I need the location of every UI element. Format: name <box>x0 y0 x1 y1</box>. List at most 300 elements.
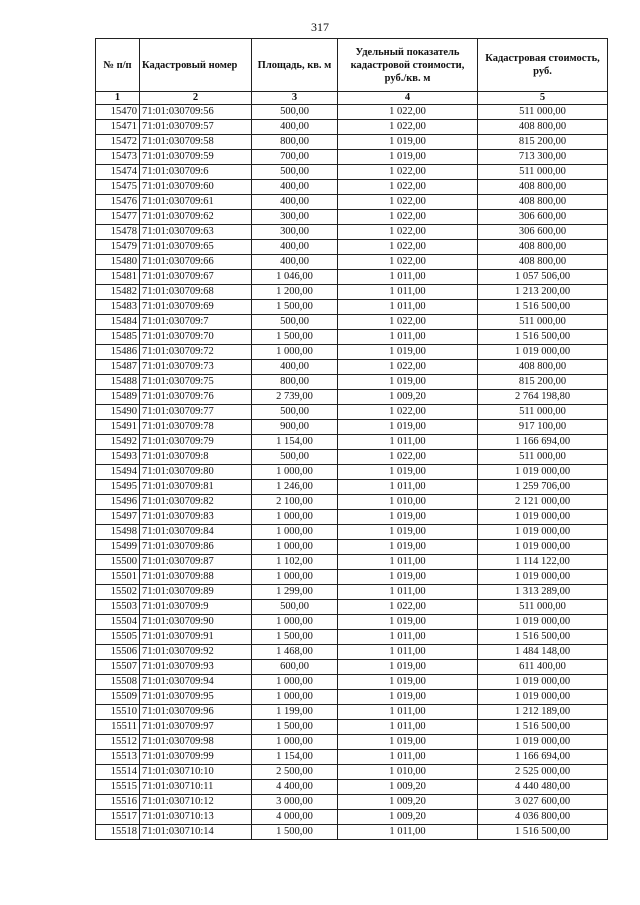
cell-area: 1 199,00 <box>252 705 338 720</box>
cell-area: 600,00 <box>252 660 338 675</box>
cell-unit-value: 1 022,00 <box>338 600 478 615</box>
table-row <box>96 765 608 780</box>
cell-area: 400,00 <box>252 360 338 375</box>
cell-unit-value: 1 022,00 <box>338 225 478 240</box>
cell-cadastral-value: 1 019 000,00 <box>478 735 608 750</box>
table-row <box>96 660 608 675</box>
cell-cadastral-value: 4 440 480,00 <box>478 780 608 795</box>
cell-unit-value: 1 011,00 <box>338 270 478 285</box>
cell-cadastral-number: 71:01:030709:94 <box>140 675 252 690</box>
cell-area: 1 154,00 <box>252 750 338 765</box>
cell-unit-value: 1 022,00 <box>338 360 478 375</box>
cell-unit-value: 1 011,00 <box>338 645 478 660</box>
cell-cadastral-number: 71:01:030709:62 <box>140 210 252 225</box>
table-row <box>96 825 608 840</box>
cell-cadastral-number: 71:01:030709:88 <box>140 570 252 585</box>
cell-cadastral-number: 71:01:030709:77 <box>140 405 252 420</box>
table-row <box>96 720 608 735</box>
table-row <box>96 480 608 495</box>
table-row <box>96 450 608 465</box>
cell-cadastral-value: 408 800,00 <box>478 240 608 255</box>
cell-cadastral-number: 71:01:030709:90 <box>140 615 252 630</box>
cell-unit-value: 1 011,00 <box>338 705 478 720</box>
cell-unit-value: 1 019,00 <box>338 660 478 675</box>
cell-index: 15518 <box>96 825 140 840</box>
cell-cadastral-number: 71:01:030709:60 <box>140 180 252 195</box>
cell-cadastral-number: 71:01:030709:63 <box>140 225 252 240</box>
cell-unit-value: 1 011,00 <box>338 750 478 765</box>
cell-cadastral-value: 306 600,00 <box>478 225 608 240</box>
cell-cadastral-number: 71:01:030709:70 <box>140 330 252 345</box>
header-index: № п/п <box>96 39 140 92</box>
cell-index: 15498 <box>96 525 140 540</box>
cell-area: 1 046,00 <box>252 270 338 285</box>
cell-unit-value: 1 019,00 <box>338 375 478 390</box>
cell-cadastral-value: 2 764 198,80 <box>478 390 608 405</box>
table-row <box>96 735 608 750</box>
cell-unit-value: 1 022,00 <box>338 165 478 180</box>
cell-cadastral-number: 71:01:030709:76 <box>140 390 252 405</box>
cell-index: 15515 <box>96 780 140 795</box>
table-row <box>96 810 608 825</box>
cell-index: 15476 <box>96 195 140 210</box>
table-row <box>96 525 608 540</box>
header-cadastral-number: Кадастровый номер <box>140 39 252 92</box>
cell-area: 4 400,00 <box>252 780 338 795</box>
cell-area: 1 468,00 <box>252 645 338 660</box>
cell-cadastral-number: 71:01:030709:67 <box>140 270 252 285</box>
cell-cadastral-value: 917 100,00 <box>478 420 608 435</box>
cell-index: 15517 <box>96 810 140 825</box>
cell-index: 15482 <box>96 285 140 300</box>
table-row <box>96 225 608 240</box>
cell-index: 15477 <box>96 210 140 225</box>
table-row <box>96 195 608 210</box>
cell-index: 15480 <box>96 255 140 270</box>
table-body <box>96 105 608 840</box>
cell-cadastral-number: 71:01:030709:98 <box>140 735 252 750</box>
cell-cadastral-value: 408 800,00 <box>478 195 608 210</box>
cell-index: 15509 <box>96 690 140 705</box>
cell-area: 1 000,00 <box>252 735 338 750</box>
cell-cadastral-value: 1 019 000,00 <box>478 690 608 705</box>
table-row <box>96 555 608 570</box>
cell-index: 15500 <box>96 555 140 570</box>
table-row <box>96 645 608 660</box>
cell-index: 15478 <box>96 225 140 240</box>
cell-cadastral-value: 1 213 200,00 <box>478 285 608 300</box>
cell-cadastral-number: 71:01:030709:57 <box>140 120 252 135</box>
cell-cadastral-number: 71:01:030709:82 <box>140 495 252 510</box>
cell-cadastral-value: 4 036 800,00 <box>478 810 608 825</box>
cell-cadastral-value: 2 525 000,00 <box>478 765 608 780</box>
cell-index: 15504 <box>96 615 140 630</box>
cell-area: 700,00 <box>252 150 338 165</box>
cell-area: 1 000,00 <box>252 525 338 540</box>
cell-cadastral-value: 306 600,00 <box>478 210 608 225</box>
cell-area: 800,00 <box>252 135 338 150</box>
table-row <box>96 540 608 555</box>
cell-unit-value: 1 011,00 <box>338 285 478 300</box>
cell-area: 3 000,00 <box>252 795 338 810</box>
cell-cadastral-number: 71:01:030709:6 <box>140 165 252 180</box>
cell-index: 15506 <box>96 645 140 660</box>
cell-index: 15485 <box>96 330 140 345</box>
cell-cadastral-value: 511 000,00 <box>478 165 608 180</box>
cell-cadastral-value: 1 212 189,00 <box>478 705 608 720</box>
cell-area: 500,00 <box>252 600 338 615</box>
cell-area: 1 500,00 <box>252 630 338 645</box>
table-row <box>96 270 608 285</box>
cell-unit-value: 1 019,00 <box>338 135 478 150</box>
cell-unit-value: 1 019,00 <box>338 510 478 525</box>
cell-unit-value: 1 019,00 <box>338 690 478 705</box>
cell-index: 15472 <box>96 135 140 150</box>
cell-cadastral-value: 1 019 000,00 <box>478 570 608 585</box>
column-number: 4 <box>338 92 478 105</box>
cell-cadastral-number: 71:01:030709:69 <box>140 300 252 315</box>
column-number: 2 <box>140 92 252 105</box>
cell-cadastral-value: 1 057 506,00 <box>478 270 608 285</box>
cell-area: 1 000,00 <box>252 570 338 585</box>
cell-area: 300,00 <box>252 225 338 240</box>
cell-area: 1 000,00 <box>252 540 338 555</box>
cell-cadastral-value: 1 516 500,00 <box>478 330 608 345</box>
table-row <box>96 150 608 165</box>
cell-cadastral-number: 71:01:030709:84 <box>140 525 252 540</box>
cell-index: 15479 <box>96 240 140 255</box>
table-row <box>96 315 608 330</box>
column-number-row <box>96 92 608 105</box>
cell-index: 15493 <box>96 450 140 465</box>
cell-index: 15514 <box>96 765 140 780</box>
cell-index: 15473 <box>96 150 140 165</box>
table-row <box>96 390 608 405</box>
cell-cadastral-number: 71:01:030710:13 <box>140 810 252 825</box>
cell-cadastral-number: 71:01:030709:91 <box>140 630 252 645</box>
cell-index: 15489 <box>96 390 140 405</box>
cell-area: 2 100,00 <box>252 495 338 510</box>
cell-index: 15497 <box>96 510 140 525</box>
cell-area: 2 739,00 <box>252 390 338 405</box>
cell-area: 1 246,00 <box>252 480 338 495</box>
table-row <box>96 750 608 765</box>
cell-index: 15495 <box>96 480 140 495</box>
cell-cadastral-number: 71:01:030709:66 <box>140 255 252 270</box>
table-row <box>96 375 608 390</box>
table-row <box>96 705 608 720</box>
cell-cadastral-number: 71:01:030709:95 <box>140 690 252 705</box>
cell-cadastral-value: 408 800,00 <box>478 120 608 135</box>
cell-index: 15491 <box>96 420 140 435</box>
table-row <box>96 465 608 480</box>
cell-cadastral-number: 71:01:030709:73 <box>140 360 252 375</box>
cell-area: 1 299,00 <box>252 585 338 600</box>
cell-index: 15487 <box>96 360 140 375</box>
cell-index: 15474 <box>96 165 140 180</box>
cell-area: 1 000,00 <box>252 690 338 705</box>
cell-cadastral-value: 511 000,00 <box>478 405 608 420</box>
cell-index: 15490 <box>96 405 140 420</box>
cell-cadastral-number: 71:01:030710:14 <box>140 825 252 840</box>
cell-cadastral-value: 511 000,00 <box>478 600 608 615</box>
cell-area: 500,00 <box>252 450 338 465</box>
cell-cadastral-number: 71:01:030709:59 <box>140 150 252 165</box>
cell-index: 15503 <box>96 600 140 615</box>
cell-cadastral-value: 1 516 500,00 <box>478 825 608 840</box>
table-row <box>96 135 608 150</box>
cell-cadastral-value: 1 114 122,00 <box>478 555 608 570</box>
cell-unit-value: 1 019,00 <box>338 675 478 690</box>
cell-index: 15481 <box>96 270 140 285</box>
table-row <box>96 615 608 630</box>
column-number: 1 <box>96 92 140 105</box>
cell-index: 15502 <box>96 585 140 600</box>
cell-index: 15486 <box>96 345 140 360</box>
table-row <box>96 330 608 345</box>
table-row <box>96 630 608 645</box>
cell-cadastral-number: 71:01:030709:92 <box>140 645 252 660</box>
table-row <box>96 510 608 525</box>
cell-cadastral-number: 71:01:030709:9 <box>140 600 252 615</box>
header-area: Площадь, кв. м <box>252 39 338 92</box>
cell-area: 2 500,00 <box>252 765 338 780</box>
table-row <box>96 405 608 420</box>
cell-area: 500,00 <box>252 315 338 330</box>
cell-index: 15510 <box>96 705 140 720</box>
cell-unit-value: 1 022,00 <box>338 120 478 135</box>
cell-unit-value: 1 022,00 <box>338 105 478 120</box>
cell-index: 15511 <box>96 720 140 735</box>
cell-index: 15470 <box>96 105 140 120</box>
cell-unit-value: 1 022,00 <box>338 315 478 330</box>
table-row <box>96 435 608 450</box>
cell-area: 1 154,00 <box>252 435 338 450</box>
table-row <box>96 585 608 600</box>
cell-cadastral-value: 1 516 500,00 <box>478 300 608 315</box>
table-row <box>96 210 608 225</box>
cell-unit-value: 1 022,00 <box>338 210 478 225</box>
cell-cadastral-number: 71:01:030709:96 <box>140 705 252 720</box>
cell-area: 400,00 <box>252 195 338 210</box>
cell-cadastral-value: 1 516 500,00 <box>478 720 608 735</box>
cell-index: 15492 <box>96 435 140 450</box>
table-row <box>96 165 608 180</box>
cell-cadastral-value: 1 019 000,00 <box>478 345 608 360</box>
cell-cadastral-number: 71:01:030709:65 <box>140 240 252 255</box>
cell-area: 500,00 <box>252 165 338 180</box>
cell-index: 15483 <box>96 300 140 315</box>
cell-cadastral-value: 1 019 000,00 <box>478 510 608 525</box>
cell-unit-value: 1 009,20 <box>338 390 478 405</box>
cell-index: 15499 <box>96 540 140 555</box>
cell-area: 1 500,00 <box>252 825 338 840</box>
table-row <box>96 420 608 435</box>
cell-cadastral-number: 71:01:030709:79 <box>140 435 252 450</box>
table-row <box>96 120 608 135</box>
cell-cadastral-value: 511 000,00 <box>478 315 608 330</box>
table-row <box>96 345 608 360</box>
cell-unit-value: 1 011,00 <box>338 555 478 570</box>
cell-cadastral-value: 408 800,00 <box>478 255 608 270</box>
cell-cadastral-number: 71:01:030710:12 <box>140 795 252 810</box>
cell-cadastral-number: 71:01:030709:86 <box>140 540 252 555</box>
cell-unit-value: 1 011,00 <box>338 435 478 450</box>
cell-unit-value: 1 019,00 <box>338 570 478 585</box>
cell-cadastral-value: 1 019 000,00 <box>478 675 608 690</box>
cell-unit-value: 1 022,00 <box>338 240 478 255</box>
cell-index: 15508 <box>96 675 140 690</box>
cell-area: 400,00 <box>252 240 338 255</box>
table-row <box>96 675 608 690</box>
cell-index: 15496 <box>96 495 140 510</box>
cell-cadastral-number: 71:01:030709:58 <box>140 135 252 150</box>
cell-cadastral-value: 408 800,00 <box>478 360 608 375</box>
cell-cadastral-number: 71:01:030709:68 <box>140 285 252 300</box>
cell-index: 15507 <box>96 660 140 675</box>
header-row <box>96 39 608 92</box>
cell-index: 15494 <box>96 465 140 480</box>
table-row <box>96 570 608 585</box>
table-row <box>96 600 608 615</box>
cell-cadastral-number: 71:01:030709:78 <box>140 420 252 435</box>
table-row <box>96 360 608 375</box>
cell-cadastral-value: 3 027 600,00 <box>478 795 608 810</box>
cell-unit-value: 1 011,00 <box>338 300 478 315</box>
cell-area: 4 000,00 <box>252 810 338 825</box>
cell-area: 1 102,00 <box>252 555 338 570</box>
cell-cadastral-number: 71:01:030710:10 <box>140 765 252 780</box>
cell-area: 500,00 <box>252 105 338 120</box>
table-row <box>96 285 608 300</box>
cell-unit-value: 1 011,00 <box>338 630 478 645</box>
cell-area: 1 500,00 <box>252 720 338 735</box>
cell-cadastral-value: 1 019 000,00 <box>478 525 608 540</box>
cell-unit-value: 1 022,00 <box>338 405 478 420</box>
cell-area: 1 500,00 <box>252 300 338 315</box>
table-row <box>96 690 608 705</box>
cell-unit-value: 1 022,00 <box>338 450 478 465</box>
table-row <box>96 780 608 795</box>
table-row <box>96 240 608 255</box>
header-cadastral-value: Кадастровая стоимость, руб. <box>478 39 608 92</box>
column-number: 3 <box>252 92 338 105</box>
cell-unit-value: 1 009,20 <box>338 810 478 825</box>
cell-area: 1 000,00 <box>252 345 338 360</box>
cell-cadastral-number: 71:01:030709:7 <box>140 315 252 330</box>
cell-area: 400,00 <box>252 120 338 135</box>
cell-cadastral-number: 71:01:030709:8 <box>140 450 252 465</box>
cell-index: 15516 <box>96 795 140 810</box>
cell-index: 15484 <box>96 315 140 330</box>
cell-area: 300,00 <box>252 210 338 225</box>
cell-cadastral-value: 815 200,00 <box>478 135 608 150</box>
cell-cadastral-value: 1 259 706,00 <box>478 480 608 495</box>
cell-cadastral-value: 1 166 694,00 <box>478 750 608 765</box>
cell-cadastral-value: 1 019 000,00 <box>478 615 608 630</box>
cell-unit-value: 1 019,00 <box>338 615 478 630</box>
cell-index: 15505 <box>96 630 140 645</box>
cell-cadastral-number: 71:01:030710:11 <box>140 780 252 795</box>
cell-index: 15501 <box>96 570 140 585</box>
cell-cadastral-value: 2 121 000,00 <box>478 495 608 510</box>
cell-cadastral-value: 1 019 000,00 <box>478 465 608 480</box>
cell-area: 800,00 <box>252 375 338 390</box>
cell-cadastral-value: 1 516 500,00 <box>478 630 608 645</box>
cell-unit-value: 1 010,00 <box>338 765 478 780</box>
cell-unit-value: 1 009,20 <box>338 780 478 795</box>
cell-area: 1 000,00 <box>252 675 338 690</box>
cell-cadastral-value: 1 166 694,00 <box>478 435 608 450</box>
cell-cadastral-value: 1 019 000,00 <box>478 540 608 555</box>
cadastral-value-table <box>95 38 608 840</box>
cell-unit-value: 1 022,00 <box>338 195 478 210</box>
cell-area: 1 000,00 <box>252 510 338 525</box>
cell-unit-value: 1 019,00 <box>338 420 478 435</box>
table-row <box>96 105 608 120</box>
cell-area: 1 000,00 <box>252 465 338 480</box>
cell-unit-value: 1 019,00 <box>338 345 478 360</box>
cell-cadastral-value: 408 800,00 <box>478 180 608 195</box>
cell-cadastral-number: 71:01:030709:75 <box>140 375 252 390</box>
table-row <box>96 180 608 195</box>
cell-unit-value: 1 022,00 <box>338 180 478 195</box>
cell-cadastral-value: 511 000,00 <box>478 105 608 120</box>
cell-area: 1 500,00 <box>252 330 338 345</box>
cell-area: 400,00 <box>252 255 338 270</box>
cell-unit-value: 1 019,00 <box>338 525 478 540</box>
cell-cadastral-value: 611 400,00 <box>478 660 608 675</box>
cell-area: 400,00 <box>252 180 338 195</box>
cell-index: 15471 <box>96 120 140 135</box>
cell-cadastral-value: 815 200,00 <box>478 375 608 390</box>
cell-cadastral-value: 1 484 148,00 <box>478 645 608 660</box>
cell-cadastral-number: 71:01:030709:89 <box>140 585 252 600</box>
cell-index: 15513 <box>96 750 140 765</box>
cell-unit-value: 1 011,00 <box>338 480 478 495</box>
cell-cadastral-number: 71:01:030709:83 <box>140 510 252 525</box>
cell-area: 500,00 <box>252 405 338 420</box>
cell-area: 1 000,00 <box>252 615 338 630</box>
cell-unit-value: 1 011,00 <box>338 825 478 840</box>
page-number: 317 <box>311 20 329 34</box>
column-number: 5 <box>478 92 608 105</box>
cell-index: 15512 <box>96 735 140 750</box>
table-row <box>96 300 608 315</box>
cell-unit-value: 1 022,00 <box>338 255 478 270</box>
cell-area: 1 200,00 <box>252 285 338 300</box>
cell-index: 15488 <box>96 375 140 390</box>
cell-unit-value: 1 019,00 <box>338 150 478 165</box>
header-unit-value: Удельный показатель кадастровой стоимости, руб./кв. м <box>338 39 478 92</box>
table-row <box>96 795 608 810</box>
cell-index: 15475 <box>96 180 140 195</box>
cell-cadastral-number: 71:01:030709:80 <box>140 465 252 480</box>
cell-unit-value: 1 019,00 <box>338 465 478 480</box>
cell-area: 900,00 <box>252 420 338 435</box>
cell-cadastral-number: 71:01:030709:87 <box>140 555 252 570</box>
cell-cadastral-number: 71:01:030709:56 <box>140 105 252 120</box>
table-row <box>96 495 608 510</box>
cell-unit-value: 1 019,00 <box>338 735 478 750</box>
cell-cadastral-value: 1 313 289,00 <box>478 585 608 600</box>
cell-unit-value: 1 011,00 <box>338 330 478 345</box>
cell-cadastral-number: 71:01:030709:81 <box>140 480 252 495</box>
cell-cadastral-value: 713 300,00 <box>478 150 608 165</box>
cell-unit-value: 1 011,00 <box>338 720 478 735</box>
cell-cadastral-value: 511 000,00 <box>478 450 608 465</box>
cell-cadastral-number: 71:01:030709:61 <box>140 195 252 210</box>
